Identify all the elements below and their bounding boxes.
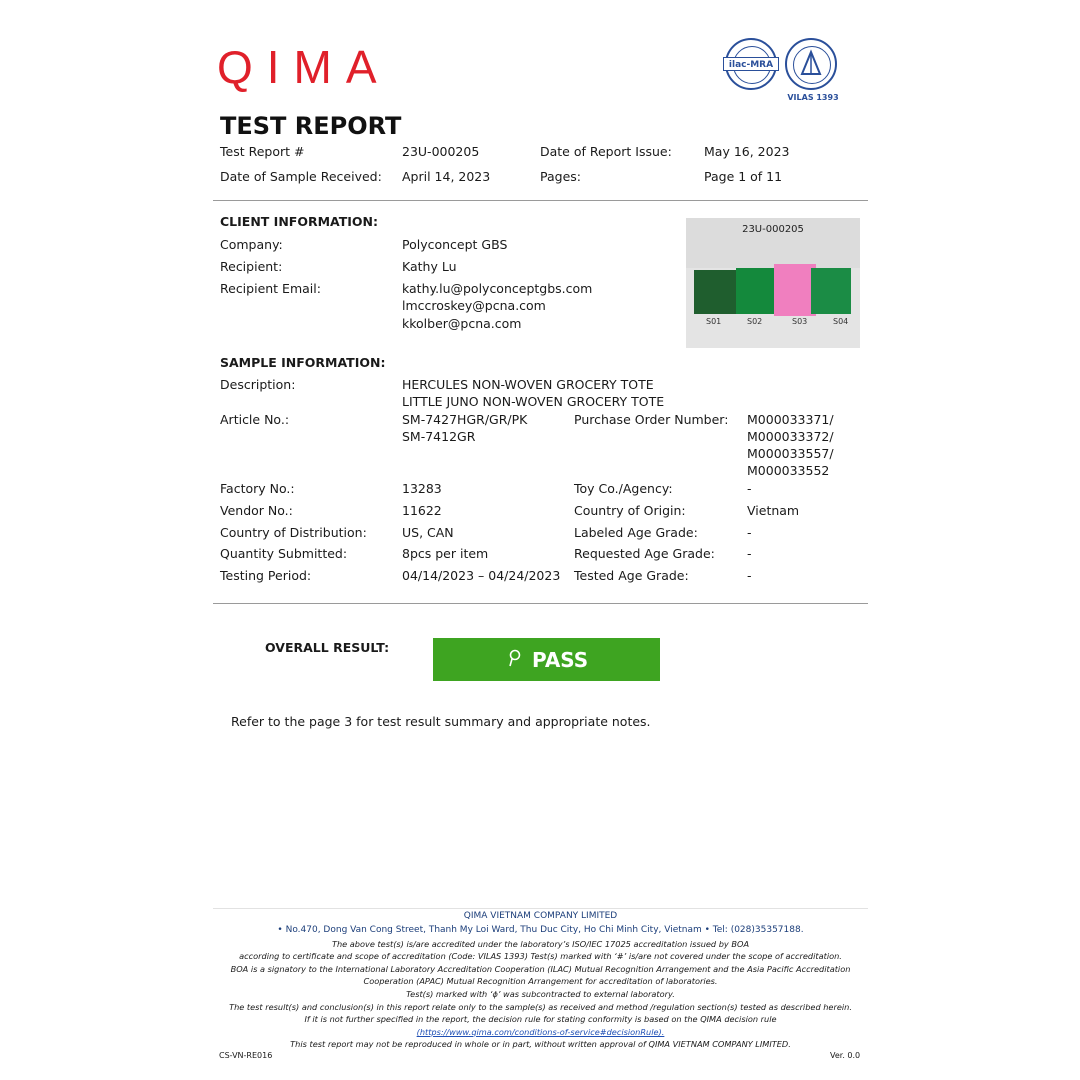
pass-icon (508, 649, 522, 669)
footer-line: Test(s) marked with ‘ϕ’ was subcontracted to external laboratory. (406, 989, 675, 999)
decision-rule-link[interactable]: (https://www.qima.com/conditions-of-service#decisionRule). (416, 1027, 665, 1037)
row-label: Tested Age Grade: (574, 568, 689, 583)
article-label: Article No.: (220, 412, 290, 427)
report-no: 23U-000205 (402, 144, 480, 159)
version: Ver. 0.0 (830, 1051, 861, 1060)
footer-link-line (213, 1027, 868, 1037)
row-label: Requested Age Grade: (574, 546, 715, 561)
form-code: CS-VN-RE016 (219, 1051, 273, 1060)
footer-line: Cooperation (APAC) Mutual Recognition Arrangement for accreditation of laboratories. (363, 976, 718, 986)
email-label: Recipient Email: (220, 281, 321, 296)
row-label: Quantity Submitted: (220, 546, 348, 561)
photo-label-s02: S02 (747, 317, 763, 326)
issue-date: May 16, 2023 (704, 144, 790, 159)
row-label: Toy Co./Agency: (574, 481, 673, 496)
description-line-2: LITTLE JUNO NON-WOVEN GROCERY TOTE (402, 394, 665, 409)
email-2: lmccroskey@pcna.com (402, 298, 546, 313)
row-value: - (747, 546, 752, 561)
sample-heading: SAMPLE INFORMATION: (220, 355, 386, 370)
description-line-1: HERCULES NON-WOVEN GROCERY TOTE (402, 377, 654, 392)
footer-address: • No.470, Dong Van Cong Street, Thanh My Loi Ward, Thu Duc City, Ho Chi Minh City, Vietnam • Tel: (028)35357188. (277, 925, 804, 935)
po-label: Purchase Order Number: (574, 412, 729, 427)
result-note: Refer to the page 3 for test result summary and appropriate notes. (231, 714, 651, 729)
divider (213, 200, 868, 201)
pages-value: Page 1 of 11 (704, 169, 783, 184)
po-line-2: M000033372/ (747, 429, 834, 444)
footer-company: QIMA VIETNAM COMPANY LIMITED (463, 911, 618, 921)
footer-divider (213, 908, 868, 909)
ilac-mra-seal: ilac-MRA (725, 38, 777, 90)
row-value: 13283 (402, 481, 442, 496)
pass-badge (433, 638, 660, 681)
photo-label-s01: S01 (706, 317, 722, 326)
row-value: - (747, 481, 752, 496)
photo-caption: 23U-000205 (742, 224, 804, 235)
po-line-4: M000033552 (747, 463, 830, 478)
footer-line: according to certificate and scope of accreditation (Code: VILAS 1393) Test(s) marked with ‘#’ is/are not covered under the scope of accreditation. (239, 951, 842, 961)
pass-text: PASS (532, 648, 589, 672)
row-value: 04/14/2023 – 04/24/2023 (402, 568, 561, 583)
recipient-label: Recipient: (220, 259, 283, 274)
row-label: Vendor No.: (220, 503, 293, 518)
client-heading: CLIENT INFORMATION: (220, 214, 378, 229)
article-line-1: SM-7427HGR/GR/PK (402, 412, 528, 427)
article-line-2: SM-7412GR (402, 429, 476, 444)
row-value: 11622 (402, 503, 442, 518)
received-date: April 14, 2023 (402, 169, 491, 184)
pages-label: Pages: (540, 169, 581, 184)
sample-photo (686, 218, 860, 348)
row-value: - (747, 525, 752, 540)
photo-label-s04: S04 (833, 317, 849, 326)
row-label: Labeled Age Grade: (574, 525, 698, 540)
boa-seal (785, 38, 837, 90)
page-title: TEST REPORT (220, 112, 402, 140)
divider (213, 603, 868, 604)
recipient-value: Kathy Lu (402, 259, 457, 274)
qima-logo: QIMA (217, 41, 391, 93)
report-no-label: Test Report # (220, 144, 305, 159)
row-value: Vietnam (747, 503, 800, 518)
company-label: Company: (220, 237, 283, 252)
row-label: Testing Period: (220, 568, 312, 583)
footer-line: This test report may not be reproduced in whole or in part, without written approval of QIMA VIETNAM COMPANY LIMITED. (290, 1039, 791, 1049)
row-value: 8pcs per item (402, 546, 489, 561)
row-label: Country of Distribution: (220, 525, 367, 540)
company-value: Polyconcept GBS (402, 237, 508, 252)
footer-line: The test result(s) and conclusion(s) in this report relate only to the sample(s) as received and method /regulation section(s) tested as described herein. (229, 1002, 852, 1012)
footer-line: BOA is a signatory to the International Laboratory Accreditation Cooperation (ILAC) Mutual Recognition Arrangement and the Asia Pacific Accreditation (230, 964, 851, 974)
po-line-1: M000033371/ (747, 412, 834, 427)
email-1: kathy.lu@polyconceptgbs.com (402, 281, 593, 296)
boa-seal-label: VILAS 1393 (787, 93, 839, 102)
issue-label: Date of Report Issue: (540, 144, 672, 159)
footer-line: If it is not further specified in the report, the decision rule for stating conformity is based on the QIMA decision rule (304, 1014, 777, 1024)
description-label: Description: (220, 377, 296, 392)
row-label: Factory No.: (220, 481, 295, 496)
row-label: Country of Origin: (574, 503, 686, 518)
overall-result-label: OVERALL RESULT: (265, 640, 390, 655)
received-label: Date of Sample Received: (220, 169, 382, 184)
footer-line: The above test(s) is/are accredited under the laboratory’s ISO/IEC 17025 accreditation issued by BOA (331, 939, 750, 949)
row-value: US, CAN (402, 525, 454, 540)
photo-label-s03: S03 (792, 317, 808, 326)
email-3: kkolber@pcna.com (402, 316, 522, 331)
po-line-3: M000033557/ (747, 446, 834, 461)
row-value: - (747, 568, 752, 583)
